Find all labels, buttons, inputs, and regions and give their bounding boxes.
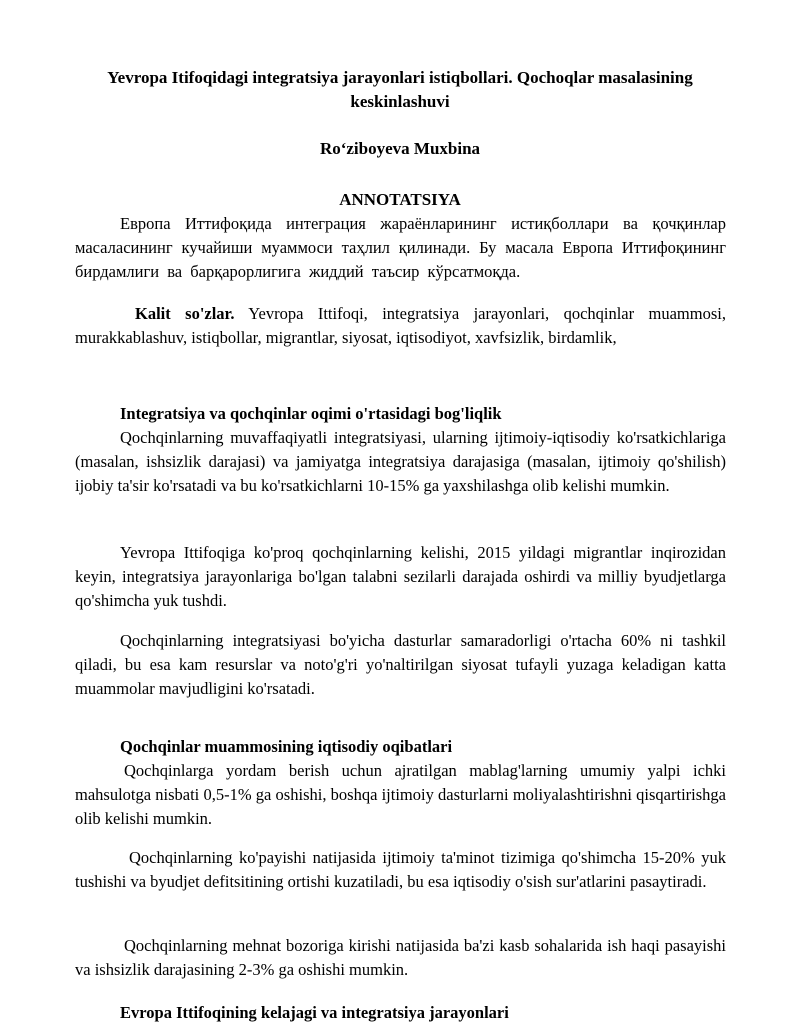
annotation-heading: ANNOTATSIYA <box>339 190 461 209</box>
section-heading: Qochqinlar muammosining iqtisodiy oqibatlari <box>120 737 453 756</box>
body-paragraph: Qochqinlarning muvaffaqiyatli integratsiyasi, ularning ijtimoiy-iqtisodiy ko'rsatkichlariga (masalan, ishsizlik darajasi) va jamiyatga integratsiya darajasiga (masalan, ijtimoiy qo'shilish) ijobiy ta'sir ko'rsatadi va bu ko'rsatkichlarni 10-15% ga yaxshilashga olib kelishi mumkin. <box>75 428 726 495</box>
body-paragraph: Qochqinlarning integratsiyasi bo'yicha dasturlar samaradorligi o'rtacha 60% ni tashkil qiladi, bu esa kam resurslar va noto'g'ri yo'naltirilgan siyosat tufayli yuzaga keladigan katta muammolar mavjudligini ko'rsatadi. <box>75 631 726 698</box>
body-paragraph: Yevropa Ittifoqiga ko'proq qochqinlarning kelishi, 2015 yildagi migrantlar inqirozidan keyin, integratsiya jarayonlariga bo'lgan talabni sezilarli darajada oshirdi va milliy byudjetlarga qo'shimcha yuk tushdi. <box>75 543 726 610</box>
keywords-paragraph <box>75 302 726 350</box>
body-paragraph: Qochqinlarning mehnat bozoriga kirishi natijasida ba'zi kasb sohalarida ish haqi pasayishi va ishsizlik darajasining 2-3% ga oshishi mumkin. <box>75 936 726 979</box>
section-heading: Integratsiya va qochqinlar oqimi o'rtasidagi bog'liqlik <box>120 404 502 423</box>
keywords-text: Yevropa Ittifoqi, integratsiya jarayonlari, qochqinlar muammosi, murakkablashuv, istiqbollar, migrantlar, siyosat, iqtisodiyot, xavfsizlik, birdamlik, <box>75 304 726 347</box>
paper-title: Yevropa Itifoqidagi integratsiya jarayonlari istiqbollari. Qochoqlar masalasining keskinlashuvi <box>107 68 693 111</box>
body-paragraph: Qochqinlarga yordam berish uchun ajratilgan mablag'larning umumiy yalpi ichki mahsulotga nisbati 0,5-1% ga oshishi, boshqa ijtimoiy dasturlarni moliyalashtirishni qisqartirishga olib kelishi mumkin. <box>75 761 726 828</box>
author-name: Ro‘ziboyeva Muxbina <box>319 139 481 158</box>
body-paragraph: Qochqinlarning ko'payishi natijasida ijtimoiy ta'minot tizimiga qo'shimcha 15-20% yuk tushishi va byudjet defitsitining ortishi kuzatiladi, bu esa iqtisodiy o'sish sur'atlarini pasaytiradi. <box>75 848 726 891</box>
section-heading: Evropa Ittifoqining kelajagi va integratsiya jarayonlari <box>120 1003 509 1022</box>
keywords-label: Kalit so'zlar. <box>135 304 235 323</box>
annotation-paragraph: Европа Иттифоқида интеграция жараёнларининг истиқболлари ва қочқинлар масаласининг кучайиши муаммоси таҳлил қилинади. Бу масала Европа Иттифоқининг бирдамлиги ва барқарорлигига жиддий таъсир кўрсатмоқда. <box>75 214 726 281</box>
